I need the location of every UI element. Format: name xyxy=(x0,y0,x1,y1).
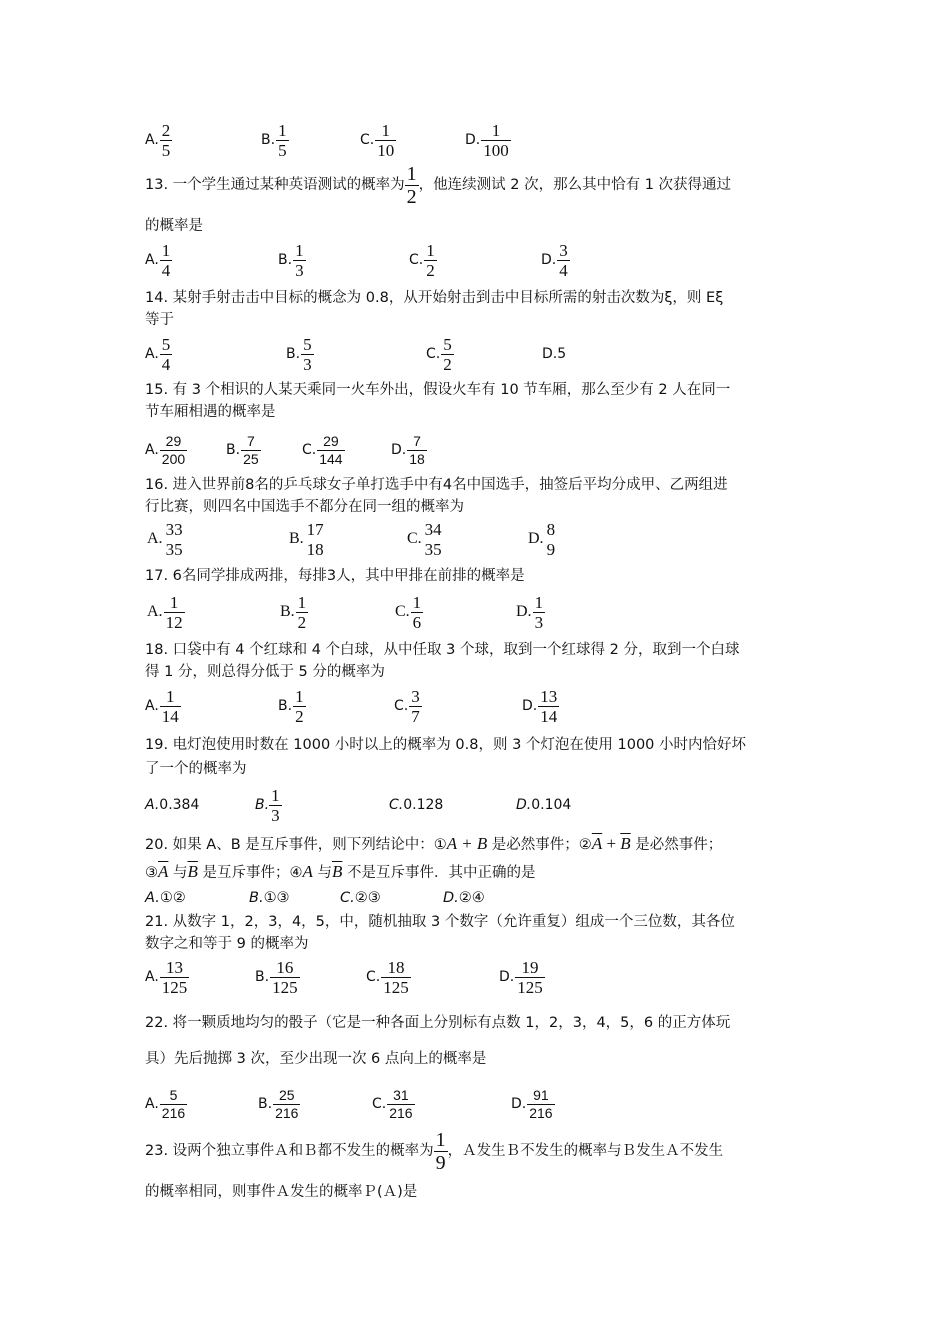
fraction: $\frac{1}{4}$ xyxy=(161,240,171,280)
q15-option-a: A. $\frac{29}{200}$ xyxy=(145,432,186,467)
q13-stem-cont: 的概率是 xyxy=(145,218,203,234)
q23-stem: 23. 设两个独立事件Ａ和Ｂ都不发生的概率为 $\frac{1}{9}$ ，Ａ发生Ｂ不发生的概率与Ｂ发生Ａ不发生 xyxy=(145,1128,724,1174)
fraction: $\frac{1}{3}$ xyxy=(295,240,304,280)
q18-option-d: D. $\frac{13}{14}$ xyxy=(522,686,558,726)
fraction: $\frac{2}{5}$ xyxy=(161,120,171,160)
q21-option-c: C. $\frac{18}{125}$ xyxy=(366,957,409,997)
q13-option-d: D. $\frac{3}{4}$ xyxy=(541,240,568,280)
q14-option-c: C. $\frac{5}{2}$ xyxy=(426,334,452,374)
fraction: $\frac{18}{125}$ xyxy=(383,957,409,997)
fraction: $\frac{5}{216}$ xyxy=(161,1086,186,1121)
q21-option-d: D. $\frac{19}{125}$ xyxy=(499,957,543,997)
fraction: $\frac{1}{14}$ xyxy=(161,686,179,726)
fraction: $\frac{1}{2}$ xyxy=(406,162,417,208)
q16-option-d: D. 8 9 xyxy=(528,519,556,559)
q14-options xyxy=(145,332,825,376)
q15-stem: 15. 有 3 个相识的人某天乘同一火车外出，假设火车有 10 节车厢，那么至少有 2 人在同一 xyxy=(145,382,731,398)
fraction: $\frac{29}{200}$ xyxy=(161,432,186,467)
q19-options xyxy=(145,783,825,827)
q13-stem: 13. 一个学生通过某种英语测试的概率为 $\frac{1}{2}$ ，他连续测试 2 次，那么其中恰有 1 次获得通过 xyxy=(145,162,732,208)
q21-stem: 21. 从数字 1，2，3，4，5，中，随机抽取 3 个数字（允许重复）组成一个三位数，其各位 xyxy=(145,914,735,930)
q20-option-b: B.①③ xyxy=(249,890,290,906)
fraction: $\frac{1}{3}$ xyxy=(534,592,544,632)
fraction: 33 35 xyxy=(165,519,183,559)
fraction: $\frac{7}{25}$ xyxy=(243,432,259,467)
q14-option-d: D.5 xyxy=(542,346,567,362)
q18-option-a: A. $\frac{1}{14}$ xyxy=(145,686,179,726)
fraction: $\frac{5}{2}$ xyxy=(443,334,452,374)
q21-option-a: A. $\frac{13}{125}$ xyxy=(145,957,188,997)
fraction: $\frac{25}{216}$ xyxy=(275,1086,299,1121)
q20-option-d: D.②④ xyxy=(443,890,485,906)
q17-option-d: D. $\frac{1}{3}$ xyxy=(516,592,544,632)
q13-option-b: B. $\frac{1}{3}$ xyxy=(278,240,304,280)
q20-option-a: A.①② xyxy=(145,890,186,906)
q19-stem-cont: 了一个的概率为 xyxy=(145,761,247,777)
fraction: $\frac{91}{216}$ xyxy=(529,1086,553,1121)
q20-option-c: C.②③ xyxy=(340,890,381,906)
q14-stem: 14. 某射手射击击中目标的概念为 0.8，从开始射击到击中目标所需的射击次数为ξ，则 Eξ xyxy=(145,290,724,306)
fraction: $\frac{31}{216}$ xyxy=(389,1086,413,1121)
fraction: 17 18 xyxy=(306,519,324,559)
q18-stem-cont: 得 1 分，则总得分低于 5 分的概率为 xyxy=(145,664,385,680)
q16-option-c: C. 34 35 xyxy=(407,519,442,559)
fraction: $\frac{1}{2}$ xyxy=(426,240,435,280)
q12-option-b: B. $\frac{1}{5}$ xyxy=(261,120,287,160)
q22-option-b: B. $\frac{25}{216}$ xyxy=(258,1086,299,1121)
q19-option-b: B. $\frac{1}{3}$ xyxy=(255,785,280,825)
q18-option-c: C. $\frac{3}{7}$ xyxy=(394,686,420,726)
q13-option-a: A. $\frac{1}{4}$ xyxy=(145,240,171,280)
q16-option-b: B. 17 18 xyxy=(289,519,324,559)
q19-stem: 19. 电灯泡使用时数在 1000 小时以上的概率为 0.8，则 3 个灯泡在使用 1000 小时内恰好坏 xyxy=(145,737,747,753)
fraction: $\frac{1}{6}$ xyxy=(412,592,422,632)
q12-option-d: D. $\frac{1}{100}$ xyxy=(465,120,509,160)
q16-stem: 16. 进入世界前8名的乒乓球女子单打选手中有4名中国选手，抽签后平均分成甲、乙两组进 xyxy=(145,477,728,493)
q19-option-a: A. 0.384 xyxy=(145,797,200,813)
q13-option-c: C. $\frac{1}{2}$ xyxy=(409,240,435,280)
q15-options xyxy=(145,428,825,472)
fraction: $\frac{13}{125}$ xyxy=(161,957,188,997)
fraction: $\frac{1}{9}$ xyxy=(435,1128,446,1174)
q21-option-b: B. $\frac{16}{125}$ xyxy=(255,957,298,997)
q22-stem: 22. 将一颗质地均匀的骰子（它是一种各面上分别标有点数 1，2，3，4，5，6 的正方体玩 xyxy=(145,1015,731,1031)
q17-stem: 17. 6名同学排成两排，每排3人，其中甲排在前排的概率是 xyxy=(145,568,525,584)
q17-options xyxy=(145,590,825,634)
q14-option-b: B. $\frac{5}{3}$ xyxy=(286,334,312,374)
q17-option-b: B. $\frac{1}{2}$ xyxy=(280,592,307,632)
q14-option-a: A. $\frac{5}{4}$ xyxy=(145,334,171,374)
q15-option-d: D. $\frac{7}{18}$ xyxy=(391,432,425,467)
fraction: $\frac{3}{4}$ xyxy=(559,240,568,280)
fraction: $\frac{16}{125}$ xyxy=(272,957,298,997)
q13-options xyxy=(145,238,825,282)
q21-stem-cont: 数字之和等于 9 的概率为 xyxy=(145,936,309,952)
fraction: 8 9 xyxy=(546,519,556,559)
fraction: $\frac{1}{3}$ xyxy=(271,785,280,825)
q12-option-c: C. $\frac{1}{10}$ xyxy=(360,120,395,160)
q22-option-d: D. $\frac{91}{216}$ xyxy=(511,1086,553,1121)
q15-stem-cont: 节车厢相遇的概率是 xyxy=(145,404,276,420)
fraction: 34 35 xyxy=(424,519,442,559)
q17-option-a: A. $\frac{1}{12}$ xyxy=(147,592,183,632)
q20-stem: 20. 如果 A、B 是互斥事件，则下列结论中：①A + B 是必然事件；$②\overline{A} + \overline{B}$ 是必然事件； xyxy=(145,834,723,853)
fraction: $\frac{7}{18}$ xyxy=(409,432,425,467)
q22-option-c: C. $\frac{31}{216}$ xyxy=(372,1086,413,1121)
q19-option-d: D. 0.104 xyxy=(516,797,572,813)
q15-option-b: B. $\frac{7}{25}$ xyxy=(226,432,259,467)
fraction: $\frac{1}{12}$ xyxy=(165,592,183,632)
q22-options xyxy=(145,1082,825,1126)
fraction: $\frac{5}{3}$ xyxy=(303,334,312,374)
q12-option-a: A. $\frac{2}{5}$ xyxy=(145,120,171,160)
fraction: $\frac{1}{100}$ xyxy=(483,120,509,160)
q16-options xyxy=(145,517,825,561)
q22-stem-cont: 具）先后抛掷 3 次，至少出现一次 6 点向上的概率是 xyxy=(145,1051,487,1067)
fraction: $\frac{1}{10}$ xyxy=(377,120,395,160)
fraction: $\frac{1}{2}$ xyxy=(295,686,304,726)
q16-stem-cont: 行比赛，则四名中国选手不都分在同一组的概率为 xyxy=(145,499,464,515)
q12-options xyxy=(145,118,825,162)
fraction: $\frac{1}{2}$ xyxy=(297,592,307,632)
fraction: $\frac{29}{144}$ xyxy=(319,432,343,467)
q18-options xyxy=(145,684,825,728)
q23-stem-cont: 的概率相同，则事件Ａ发生的概率Ｐ(Ａ)是 xyxy=(145,1184,418,1200)
q15-option-c: C. $\frac{29}{144}$ xyxy=(302,432,343,467)
q21-options xyxy=(145,955,825,999)
q17-option-c: C. $\frac{1}{6}$ xyxy=(395,592,422,632)
fraction: $\frac{3}{7}$ xyxy=(411,686,420,726)
fraction: $\frac{5}{4}$ xyxy=(161,334,171,374)
q18-option-b: B. $\frac{1}{2}$ xyxy=(278,686,304,726)
q19-option-c: C. 0.128 xyxy=(389,797,444,813)
fraction: $\frac{1}{5}$ xyxy=(278,120,287,160)
fraction: $\frac{13}{14}$ xyxy=(540,686,558,726)
q20-stem-cont: $③\overline{A}$ 与$\overline{B}$ 是互斥事件；④A 与$\overline{B}$ 不是互斥事件．其中正确的是 xyxy=(145,862,536,881)
fraction: $\frac{19}{125}$ xyxy=(517,957,543,997)
q22-option-a: A. $\frac{5}{216}$ xyxy=(145,1086,186,1121)
q18-stem: 18. 口袋中有 4 个红球和 4 个白球，从中任取 3 个球，取到一个红球得 2 分，取到一个白球 xyxy=(145,642,740,658)
q14-stem-cont: 等于 xyxy=(145,312,174,328)
q16-option-a: A. 33 35 xyxy=(147,519,183,559)
